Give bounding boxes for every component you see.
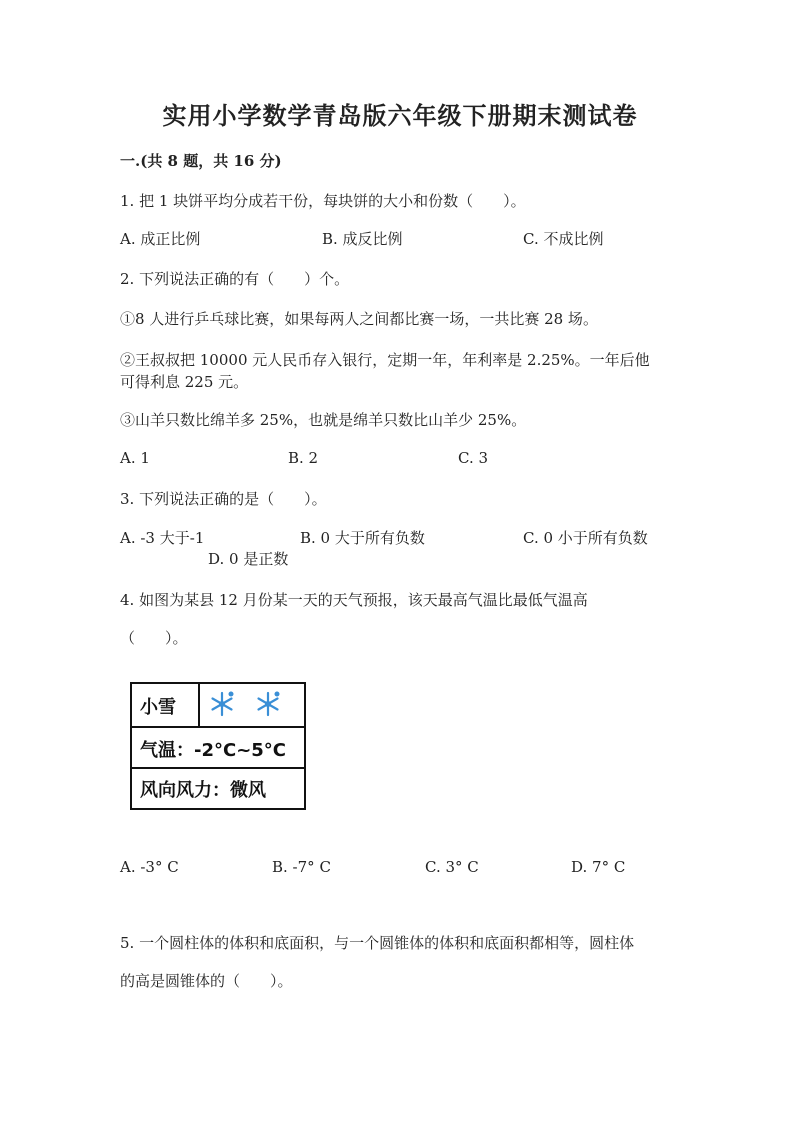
weather-row-condition: [132, 684, 304, 728]
weather-row-wind: [132, 769, 304, 808]
q4-option-a: A. -3° C: [120, 858, 179, 876]
question-4-line-1: 4. 如图为某县 12 月份某一天的天气预报，该天最高气温比最低气温高: [120, 591, 588, 609]
q3-option-a: A. -3 大于-1: [120, 529, 205, 547]
question-3: 3. 下列说法正确的是（ ）。: [120, 490, 327, 508]
page-title: 实用小学数学青岛版六年级下册期末测试卷: [162, 101, 638, 130]
q4-option-d: D. 7° C: [571, 858, 626, 876]
question-1: 1. 把 1 块饼平均分成若干份，每块饼的大小和份数（ ）。: [120, 192, 526, 210]
weather-condition-label: 小雪: [140, 697, 176, 718]
q2-option-c: C. 3: [458, 449, 489, 467]
weather-temperature-label: 气温：-2°C~5°C: [140, 740, 287, 761]
question-5-line-2: 的高是圆锥体的（ ）。: [120, 972, 293, 990]
q2-statement-1: ①8 人进行乒乓球比赛，如果每两人之间都比赛一场，一共比赛 28 场。: [120, 310, 598, 328]
q1-option-c: C. 不成比例: [523, 230, 604, 248]
snowflake-icon: [254, 690, 282, 718]
q2-statement-2-line-1: ②王叔叔把 10000 元人民币存入银行，定期一年，年利率是 2.25%。一年后他: [120, 351, 650, 369]
q3-option-c: C. 0 小于所有负数: [523, 529, 648, 547]
weather-forecast-figure: [130, 682, 306, 810]
q2-option-b: B. 2: [288, 449, 319, 467]
q2-statement-3: ③山羊只数比绵羊多 25%，也就是绵羊只数比山羊少 25%。: [120, 411, 527, 429]
q4-option-c: C. 3° C: [425, 858, 479, 876]
q2-option-a: A. 1: [120, 449, 150, 467]
question-4-line-2: （ ）。: [120, 629, 188, 647]
q4-option-b: B. -7° C: [272, 858, 331, 876]
weather-wind-label: 风向风力：微风: [140, 780, 266, 801]
question-2: 2. 下列说法正确的有（ ）个。: [120, 270, 350, 288]
question-5-line-1: 5. 一个圆柱体的体积和底面积，与一个圆锥体的体积和底面积都相等，圆柱体: [120, 934, 635, 952]
snowflake-icon: [208, 690, 236, 718]
q3-option-d: D. 0 是正数: [208, 550, 289, 568]
q2-statement-2-line-2: 可得利息 225 元。: [120, 373, 249, 391]
q1-option-b: B. 成反比例: [322, 230, 403, 248]
q3-option-b: B. 0 大于所有负数: [300, 529, 425, 547]
weather-row-temperature: [132, 728, 304, 769]
weather-row-divider: [198, 684, 200, 726]
section-heading: 一.(共 8 题，共 16 分): [120, 152, 282, 170]
q1-option-a: A. 成正比例: [120, 230, 201, 248]
